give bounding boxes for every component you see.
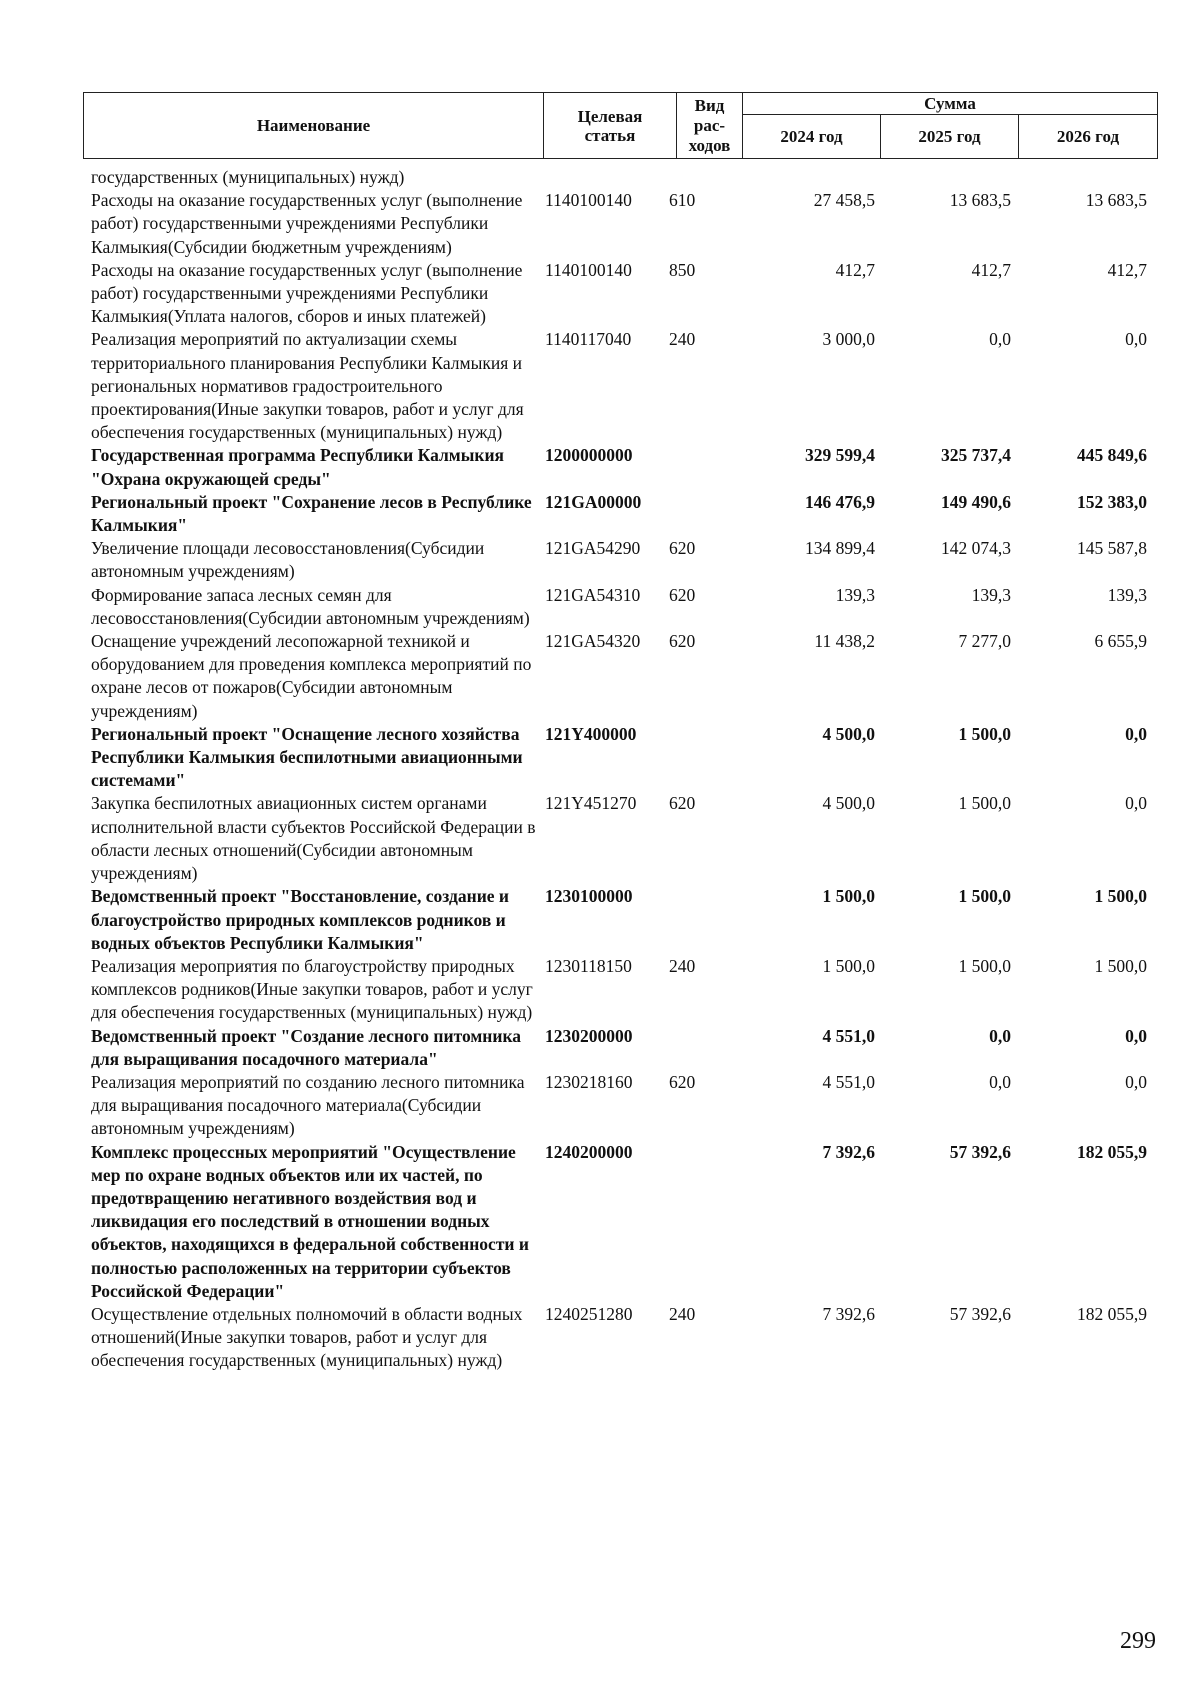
row-target-code: 1140117040: [545, 329, 632, 350]
table-row: [91, 444, 1161, 490]
row-sum-2026: 182 055,9: [1077, 1303, 1147, 1324]
table-row: [91, 1025, 1161, 1071]
row-name: Осуществление отдельных полномочий в области водных отношений(Иные закупки товаров, работ и услуг для обеспечения государственных (муниципальных) нужд): [91, 1303, 523, 1371]
table-body: [91, 166, 1161, 1373]
row-expense-kind: 620: [669, 793, 696, 814]
row-target-code: 1240200000: [545, 1141, 633, 1162]
row-target-code: 121GA00000: [545, 491, 642, 512]
row-name: Региональный проект "Оснащение лесного хозяйства Республики Калмыкия беспилотными авиационными системами": [91, 723, 523, 791]
row-sum-2025: 1 500,0: [958, 793, 1011, 814]
row-sum-2024: 412,7: [835, 259, 875, 280]
row-name: Региональный проект "Сохранение лесов в Республике Калмыкия": [91, 491, 532, 536]
row-sum-2024: 134 899,4: [805, 538, 875, 559]
row-sum-2026: 412,7: [1107, 259, 1147, 280]
row-expense-kind: 620: [669, 631, 696, 652]
row-name: Реализация мероприятий по актуализации схемы территориального планирования Республики Калмыкия и региональных нормативов градостроительного проектирования(Иные закупки товаров, работ и услуг для обеспечения государственных (муниципальных) нужд): [91, 329, 524, 443]
row-sum-2024: 4 551,0: [822, 1025, 875, 1046]
table-row: [91, 166, 1161, 189]
row-sum-2024: 1 500,0: [822, 955, 875, 976]
row-sum-2026: 13 683,5: [1085, 190, 1147, 211]
row-sum-2026: 0,0: [1125, 723, 1147, 744]
row-sum-2025: 0,0: [989, 1025, 1011, 1046]
row-sum-2024: 329 599,4: [805, 445, 875, 466]
row-expense-kind: 620: [669, 1071, 696, 1092]
row-sum-2024: 4 500,0: [822, 793, 875, 814]
table-row: [91, 630, 1161, 723]
table-row: [91, 885, 1161, 955]
table-row: [91, 584, 1161, 630]
row-target-code: 121GA54290: [545, 538, 641, 559]
row-sum-2025: 1 500,0: [958, 955, 1011, 976]
row-expense-kind: 240: [669, 1303, 696, 1324]
row-sum-2026: 6 655,9: [1094, 631, 1147, 652]
row-target-code: 121GA54320: [545, 631, 641, 652]
table-row: [91, 955, 1161, 1025]
row-name: Расходы на оказание государственных услуг (выполнение работ) государственными учреждениями Республики Калмыкия(Субсидии бюджетным учреждениям): [91, 190, 523, 257]
row-sum-2024: 4 500,0: [822, 723, 875, 744]
row-target-code: 1200000000: [545, 445, 633, 466]
row-sum-2024: 3 000,0: [822, 329, 875, 350]
table-row: [91, 1303, 1161, 1373]
row-sum-2026: 0,0: [1125, 793, 1147, 814]
row-sum-2026: 1 500,0: [1094, 886, 1147, 907]
row-sum-2026: 0,0: [1125, 1071, 1147, 1092]
row-sum-2025: 57 392,6: [949, 1303, 1011, 1324]
row-name: Закупка беспилотных авиационных систем органами исполнительной власти субъектов Российской Федерации в области лесных отношений(Субсидии автономным учреждениям): [91, 793, 536, 884]
row-sum-2024: 1 500,0: [822, 886, 875, 907]
row-sum-2025: 13 683,5: [949, 190, 1011, 211]
row-sum-2025: 1 500,0: [958, 886, 1011, 907]
row-sum-2024: 27 458,5: [813, 190, 875, 211]
row-name: Формирование запаса лесных семян для лесовосстановления(Субсидии автономным учреждениям): [91, 584, 530, 628]
row-target-code: 1230118150: [545, 955, 632, 976]
row-sum-2026: 182 055,9: [1077, 1141, 1147, 1162]
row-target-code: 1140100140: [545, 259, 632, 280]
row-sum-2024: 7 392,6: [822, 1141, 875, 1162]
row-target-code: 121GA54310: [545, 584, 641, 605]
header-name: Наименование: [84, 93, 544, 159]
row-sum-2026: 145 587,8: [1077, 538, 1147, 559]
page-number: 299: [1120, 1628, 1156, 1654]
table-row: [91, 537, 1161, 583]
table-header: [83, 92, 1158, 159]
row-sum-2024: 7 392,6: [822, 1303, 875, 1324]
row-target-code: 1240251280: [545, 1303, 633, 1324]
row-name: Ведомственный проект "Создание лесного питомника для выращивания посадочного материала": [91, 1025, 522, 1069]
row-target-code: 121Y400000: [545, 723, 637, 744]
row-sum-2025: 149 490,6: [941, 491, 1011, 512]
row-sum-2026: 1 500,0: [1094, 955, 1147, 976]
row-expense-kind: 240: [669, 329, 696, 350]
table-row: [91, 723, 1161, 793]
row-name: Ведомственный проект "Восстановление, создание и благоустройство природных комплексов родников и водных объектов Республики Калмыкия": [91, 886, 510, 953]
row-expense-kind: 620: [669, 584, 696, 605]
row-name: Оснащение учреждений лесопожарной техникой и оборудованием для проведения комплекса мероприятий по охране лесов от пожаров(Субсидии автономным учреждениям): [91, 631, 532, 721]
row-target-code: 1230218160: [545, 1071, 633, 1092]
table-row: [91, 792, 1161, 885]
header-kind: Вид рас-ходов: [677, 93, 743, 159]
table-row: [91, 1071, 1161, 1141]
row-name: государственных (муниципальных) нужд): [91, 167, 405, 187]
row-sum-2025: 1 500,0: [958, 723, 1011, 744]
row-expense-kind: 620: [669, 538, 696, 559]
row-sum-2026: 445 849,6: [1077, 445, 1147, 466]
row-expense-kind: 240: [669, 955, 696, 976]
row-sum-2024: 146 476,9: [805, 491, 875, 512]
row-target-code: 121Y451270: [545, 793, 637, 814]
row-sum-2024: 4 551,0: [822, 1071, 875, 1092]
row-sum-2024: 139,3: [835, 584, 875, 605]
row-sum-2025: 0,0: [989, 1071, 1011, 1092]
row-sum-2026: 139,3: [1107, 584, 1147, 605]
header-target: Целевая статья: [544, 93, 677, 159]
row-sum-2026: 0,0: [1125, 1025, 1147, 1046]
row-sum-2024: 11 438,2: [814, 631, 875, 652]
header-sum: Сумма: [743, 93, 1158, 115]
row-expense-kind: 610: [669, 190, 696, 211]
row-name: Государственная программа Республики Калмыкия "Охрана окружающей среды": [91, 445, 505, 489]
header-year-2024: 2024 год: [743, 115, 881, 159]
table-row: [91, 259, 1161, 329]
row-sum-2026: 0,0: [1125, 329, 1147, 350]
row-sum-2025: 7 277,0: [958, 631, 1011, 652]
row-sum-2025: 139,3: [971, 584, 1011, 605]
row-expense-kind: 850: [669, 259, 696, 280]
table-row: [91, 1141, 1161, 1303]
row-sum-2026: 152 383,0: [1077, 491, 1147, 512]
header-year-2025: 2025 год: [881, 115, 1019, 159]
row-name: Расходы на оказание государственных услуг (выполнение работ) государственными учреждениями Республики Калмыкия(Уплата налогов, сборов и иных платежей): [91, 259, 523, 327]
row-target-code: 1140100140: [545, 190, 632, 211]
row-sum-2025: 0,0: [989, 329, 1011, 350]
row-sum-2025: 325 737,4: [941, 445, 1011, 466]
row-name: Комплекс процессных мероприятий "Осуществление мер по охране водных объектов или их частей, по предотвращению негативного воздействия вод и ликвидация его последствий в отношении водных объектов, находящихся в федеральной собственности и полностью расположенных на территории субъектов Российской Федерации": [91, 1141, 529, 1301]
table-row: [91, 491, 1161, 537]
row-target-code: 1230200000: [545, 1025, 633, 1046]
table-row: [91, 328, 1161, 444]
row-name: Увеличение площади лесовосстановления(Субсидии автономным учреждениям): [91, 538, 485, 582]
row-sum-2025: 142 074,3: [941, 538, 1011, 559]
row-name: Реализация мероприятий по созданию лесного питомника для выращивания посадочного материала(Субсидии автономным учреждениям): [91, 1071, 525, 1139]
table-row: [91, 189, 1161, 259]
header-year-2026: 2026 год: [1019, 115, 1158, 159]
row-sum-2025: 57 392,6: [949, 1141, 1011, 1162]
row-name: Реализация мероприятия по благоустройству природных комплексов родников(Иные закупки товаров, работ и услуг для обеспечения государственных (муниципальных) нужд): [91, 955, 533, 1023]
row-target-code: 1230100000: [545, 886, 633, 907]
row-sum-2025: 412,7: [971, 259, 1011, 280]
